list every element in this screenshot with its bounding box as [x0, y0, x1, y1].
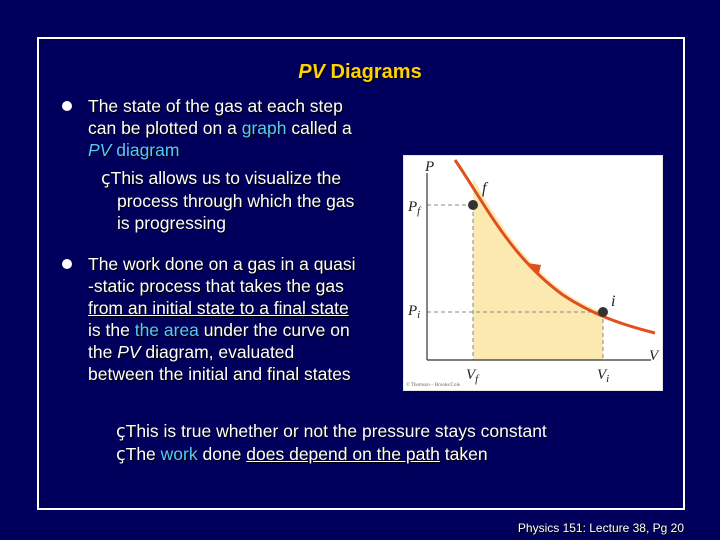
- bullet-1-line-2: can be plotted on a graph called a: [88, 118, 352, 138]
- vi-label: $V_i$: [597, 367, 610, 385]
- bullet-2: [88, 253, 356, 385]
- arrow-icon: ç: [116, 422, 126, 442]
- bullet-2-line-6: between the initial and final states: [88, 364, 351, 384]
- sub-bottom-line-1: çThis is true whether or not the pressure stays constant: [116, 421, 547, 442]
- point-f: [468, 200, 478, 210]
- bullet-2-line-3: from an initial state to a final state: [88, 298, 349, 318]
- bullet-1: [88, 95, 352, 161]
- pv-diagram: [403, 155, 663, 391]
- sub-bullet-1: [101, 167, 354, 234]
- pi-label: $P_i$: [408, 303, 421, 321]
- bullet-2-line-2: -static process that takes the gas: [88, 276, 344, 296]
- axis-p-label: P: [425, 159, 435, 175]
- bullet-2-line-5: the PV diagram, evaluated: [88, 342, 295, 362]
- sub-bullet-1-line-3: is progressing: [117, 213, 226, 233]
- point-i-label: i: [611, 293, 616, 310]
- bullet-1-line-1: The state of the gas at each step: [88, 96, 343, 116]
- bullet-2-line-1: The work done on a gas in a quasi: [88, 254, 356, 274]
- bullet-1-line-3: PV diagram: [88, 140, 180, 160]
- sub-bullet-1-line-1: çThis allows us to visualize the: [101, 168, 342, 189]
- point-i: [598, 307, 608, 317]
- vf-label: $V_f$: [466, 367, 479, 385]
- pf-label: $P_f$: [408, 199, 421, 217]
- slide-title: PV Diagrams: [298, 61, 422, 83]
- point-f-label: f: [482, 180, 487, 197]
- bullet-2-line-4: is the the area under the curve on: [88, 320, 350, 340]
- arrow-icon: ç: [116, 445, 126, 465]
- sub-bottom-line-2: çThe work done does depend on the path taken: [116, 444, 488, 465]
- footer: Physics 151: Lecture 38, Pg 20: [517, 521, 684, 535]
- bullet-1-dot: [62, 101, 72, 111]
- axis-v-label: V: [649, 348, 659, 364]
- sub-bullet-bottom: [116, 420, 547, 466]
- sub-bullet-1-line-2: process through which the gas: [117, 191, 355, 211]
- arrow-icon: ç: [101, 169, 111, 189]
- bullet-2-dot: [62, 259, 72, 269]
- figure-credit: © Thomson – Brooks/Cole: [406, 383, 461, 388]
